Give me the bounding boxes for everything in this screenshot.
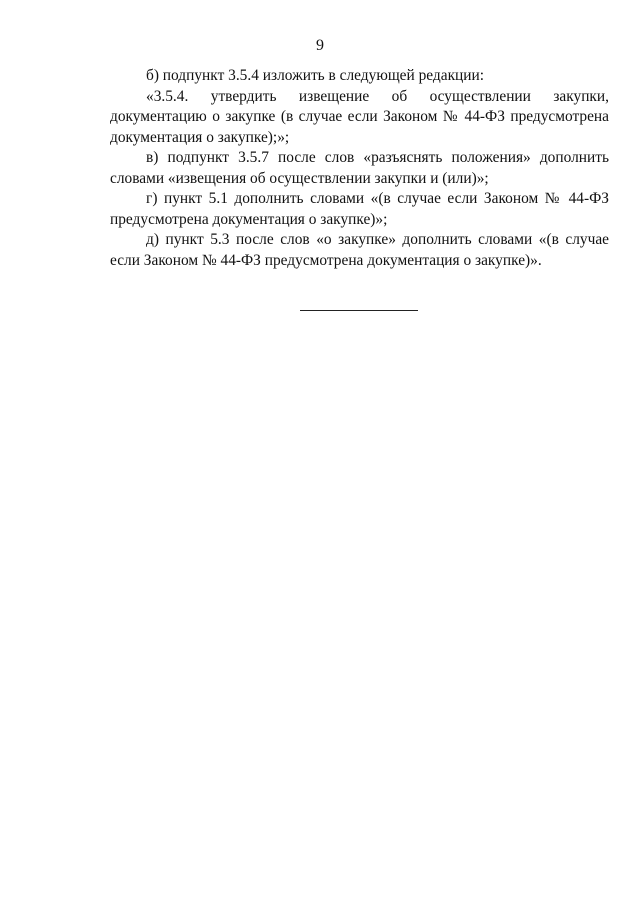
paragraph-quoted-3-5-4: «3.5.4. утвердить извещение об осуществлении закупки, документацию о закупке (в случае если Законом № 44-ФЗ предусмотрена документация о закупке);»;	[110, 87, 609, 146]
paragraph-g: г) пункт 5.1 дополнить словами «(в случае если Законом № 44-ФЗ предусмотрена документация о закупке)»;	[110, 190, 609, 228]
paragraph-b: б) подпункт 3.5.4 изложить в следующей редакции:	[146, 67, 485, 84]
end-of-document-rule	[300, 310, 418, 311]
amendments-body	[110, 66, 609, 271]
paragraph-d: д) пункт 5.3 после слов «о закупке» дополнить словами «(в случае если Законом № 44-ФЗ предусмотрена документация о закупке)».	[110, 231, 609, 269]
paragraph-v: в) подпункт 3.5.7 после слов «разъяснять положения» дополнить словами «извещения об осуществлении закупки и (или)»;	[110, 149, 609, 187]
page-number: 9	[316, 37, 324, 54]
